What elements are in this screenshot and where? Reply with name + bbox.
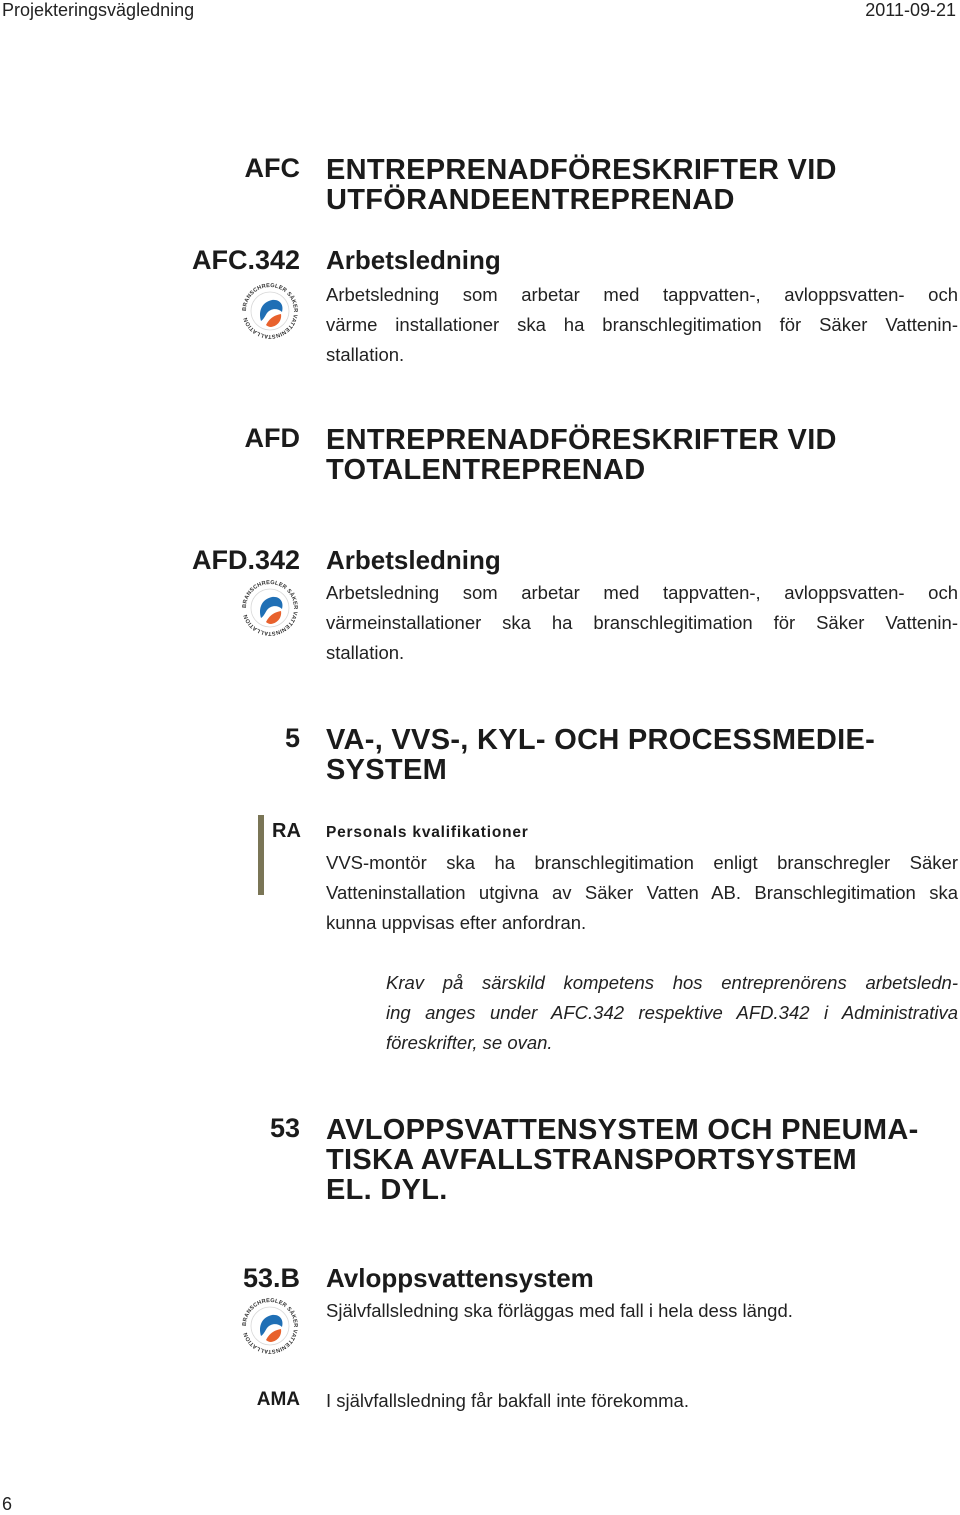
ra-margin-bar (258, 815, 264, 895)
saker-vatten-logo (240, 578, 300, 638)
section-title-afd: ENTREPRENADFÖRESKRIFTER VID TOTALENTREPRENAD (326, 424, 837, 486)
saker-vatten-logo (240, 281, 300, 341)
section-code-5: 5 (284, 723, 300, 753)
paragraph-53b: Självfallsledning ska förläggas med fall i hela dess längd. (326, 1300, 793, 1321)
section-code-ra: RA (272, 820, 301, 842)
paragraph-ama: I självfallsledning får bakfall inte förekomma. (326, 1390, 689, 1411)
saker-vatten-logo (240, 1296, 300, 1356)
section-code-ama: AMA (256, 1389, 300, 1410)
section-title-afd342: Arbetsledning (326, 545, 501, 575)
document-date: 2011-09-21 (865, 0, 956, 20)
section-code-53: 53 (269, 1113, 300, 1143)
svg-text:BRANSCHREGLER SÄKER VATTENINST: BRANSCHREGLER SÄKER VATTENINSTALLATION (241, 579, 299, 637)
section-title-53: AVLOPPSVATTENSYSTEM OCH PNEUMA- TISKA AVFALLSTRANSPORTSYSTEM EL. DYL. (326, 1114, 919, 1206)
svg-text:BRANSCHREGLER SÄKER VATTENINST: BRANSCHREGLER SÄKER VATTENINSTALLATION (241, 282, 299, 340)
paragraph-afd342: Arbetsledning som arbetar med tappvatten-, avloppsvatten- och värmeinstallationer ska ha branschlegitimation för Säker Vattenin- stallation. (326, 582, 958, 663)
section-title-afc: ENTREPRENADFÖRESKRIFTER VID UTFÖRANDEENTREPRENAD (326, 154, 837, 216)
paragraph-ra: VVS-montör ska ha branschlegitimation enligt branschregler Säker Vatteninstallation utgivna av Säker Vatten AB. Branschlegitimation ska kunna uppvisas efter anfordran. (326, 852, 958, 933)
section-title-afc342: Arbetsledning (326, 245, 501, 275)
section-code-afd342: AFD.342 (191, 545, 300, 575)
section-code-afc342: AFC.342 (191, 245, 300, 275)
section-title-5: VA-, VVS-, KYL- OCH PROCESSMEDIE- SYSTEM (326, 724, 876, 786)
svg-text:BRANSCHREGLER SÄKER VATTENINST: BRANSCHREGLER SÄKER VATTENINSTALLATION (241, 1297, 299, 1355)
section-code-53b: 53.B (242, 1263, 300, 1293)
section-code-afd: AFD (244, 423, 300, 453)
section-subtitle-ra: Personals kvalifikationer (326, 824, 529, 841)
paragraph-afc342: Arbetsledning som arbetar med tappvatten-, avloppsvatten- och värme installationer ska ha branschlegitimation för Säker Vattenin- stallation. (326, 284, 958, 365)
section-title-53b: Avloppsvattensystem (326, 1263, 594, 1293)
document-title: Projekteringsvägledning (2, 0, 195, 20)
section-code-afc: AFC (244, 153, 300, 183)
note-ra: Krav på särskild kompetens hos entreprenörens arbetsledn- ing anges under AFC.342 respektive AFD.342 i Administrativa föreskrifter, se ovan. (386, 972, 958, 1053)
page-number: 6 (2, 1494, 13, 1514)
